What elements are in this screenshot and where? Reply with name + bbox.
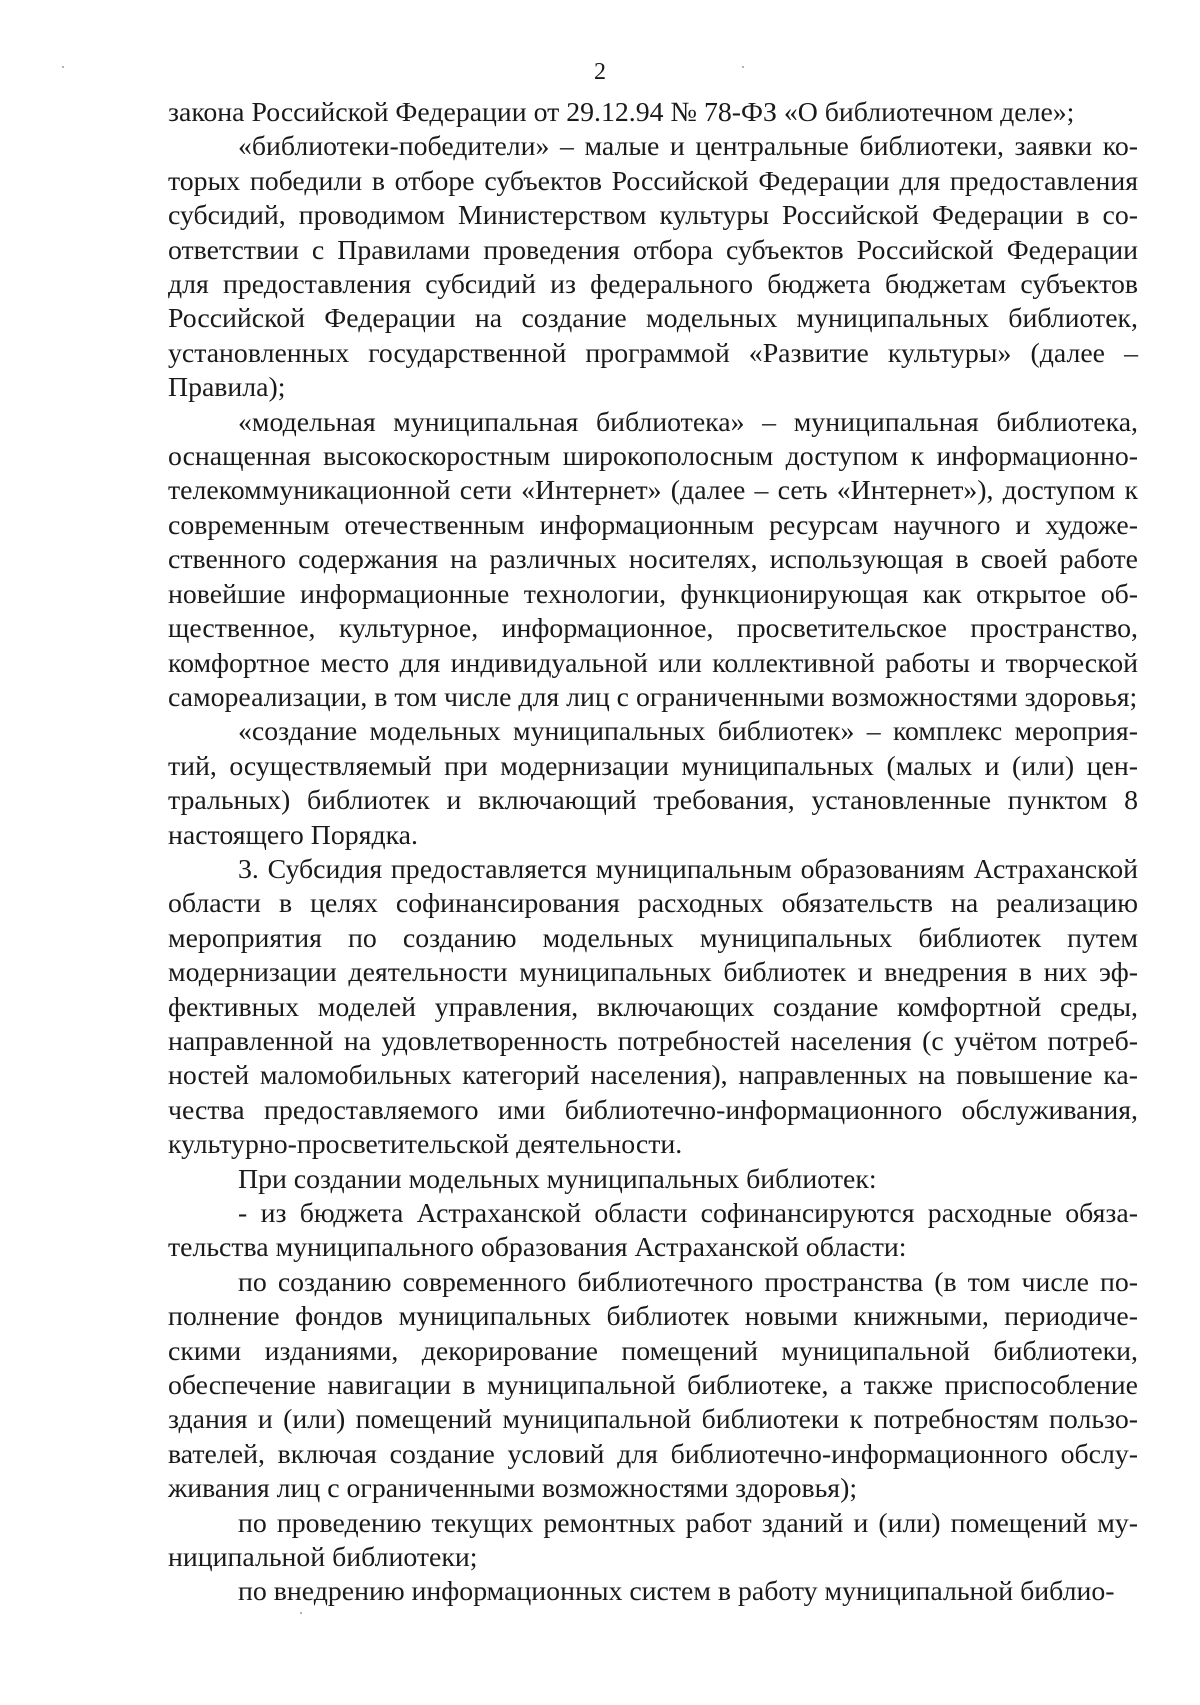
paragraph-repair-works: по проведению текущих ремонтных работ зданий и (или) помещений муниципальной библиотеки; [168,1507,1138,1574]
document-body [168,96,1138,1610]
paragraph-winning-libraries: «библиотеки-победители» – малые и центральные библиотеки, заявки которых победили в отборе субъектов Российской Федерации для предоставления субсидий, проводимом Министерством культуры Российской Федерации в соответствии с Правилами проведения отбора субъектов Российской Федерации для предоставления субсидий из федерального бюджета бюджетам субъектов Российской Федерации на создание модельных муниципальных библиотек, установленных государственной программой «Развитие культуры» (далее – Правила); [168,131,1138,404]
paragraph-creation-definition: «создание модельных муниципальных библиотек» – комплекс мероприятий, осуществляемый при модернизации муниципальных (малых и (или) центральных) библиотек и включающий требования, установленные пунктом 8 настоящего Порядка. [168,716,1138,851]
paragraph-subsidy-clause-3: 3. Субсидия предоставляется муниципальным образованиям Астраханской области в целях софинансирования расходных обязательств на реализацию мероприятия по созданию модельных муниципальных библиотек путем модернизации деятельности муниципальных библиотек и внедрения в них эффективных моделей управления, включающих создание комфортной среды, направленной на удовлетворенность потребностей населения (с учётом потребностей маломобильных категорий населения), направленных на повышение качества предоставляемого ими библиотечно-информационного обслуживания, культурно-просветительской деятельности. [168,853,1138,1161]
paragraph-library-space: по созданию современного библиотечного пространства (в том числе пополнение фондов муниципальных библиотек новыми книжными, периодическими изданиями, декорирование помещений муниципальной библиотеки, обеспечение навигации в муниципальной библиотеке, а также приспособление здания и (или) помещений муниципальной библиотеки к потребностям пользователей, включая создание условий для библиотечно-информационного обслуживания лиц с ограниченными возможностями здоровья); [168,1266,1138,1505]
paragraph-law-reference: закона Российской Федерации от 29.12.94 № 78-ФЗ «О библиотечном деле»; [168,97,1075,128]
paragraph-when-creating: При создании модельных муниципальных библиотек: [238,1163,877,1195]
paragraph-cofinancing: - из бюджета Астраханской области софинансируются расходные обязательства муниципального образования Астраханской области: [168,1198,1138,1264]
page-number: 2 [594,59,606,85]
paragraph-information-systems: по внедрению информационных систем в работу муниципальной библио- [238,1576,1115,1608]
scan-speck [300,1612,302,1614]
paragraph-model-library-definition: «модельная муниципальная библиотека» – муниципальная библиотека, оснащенная высокоскоростным широкополосным доступом к информационно-телекоммуникационной сети «Интернет» (далее – сеть «Интернет»), доступом к современным отечественным информационным ресурсам научного и художественного содержания на различных носителях, использующая в своей работе новейшие информационные технологии, функционирующая как открытое общественное, культурное, информационное, просветительское пространство, комфортное место для индивидуальной или коллективной работы и творческой самореализации, в том числе для лиц с ограниченными возможностями здоровья; [168,406,1138,713]
